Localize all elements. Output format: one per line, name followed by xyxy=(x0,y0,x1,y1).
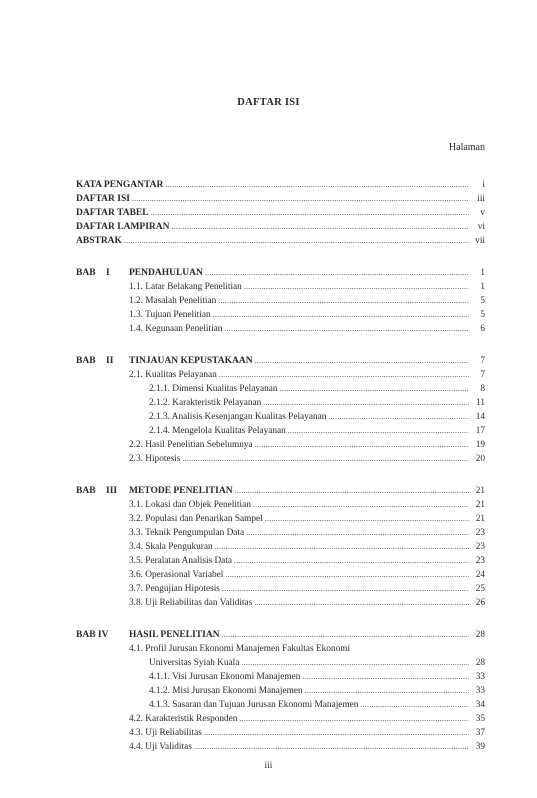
toc-label: 1.3. Tujuan Penelitian xyxy=(129,310,211,320)
leader-dots xyxy=(132,192,469,206)
toc-label: DAFTAR TABEL xyxy=(76,208,149,218)
toc-row xyxy=(76,280,485,294)
toc-label: 2.1.1. Dimensi Kualitas Pelayanan xyxy=(149,384,278,394)
toc-page: 7 xyxy=(480,370,485,380)
toc-label: ABSTRAK xyxy=(76,236,122,246)
leader-dots xyxy=(151,206,469,220)
toc-label: 2.1. Kualitas Pelayanan xyxy=(129,370,217,380)
toc-page: vii xyxy=(475,236,485,246)
toc-label: KATA PENGANTAR xyxy=(76,180,164,190)
toc-label: 4.1.2. Misi Jurusan Ekonomi Manajemen xyxy=(149,686,303,696)
toc-row-daftar-tabel xyxy=(76,206,485,220)
leader-dots xyxy=(172,220,470,234)
toc-label: 4.3. Uji Reliabilitas xyxy=(129,728,202,738)
toc-label: 1.1. Latar Belakang Penelitian xyxy=(129,282,242,292)
toc-row xyxy=(76,424,485,438)
toc-row xyxy=(76,396,485,410)
leader-dots xyxy=(255,354,469,368)
toc-page: 20 xyxy=(475,454,485,464)
toc-page: 21 xyxy=(475,486,485,496)
toc-page: 23 xyxy=(475,528,485,538)
chapter-heading-4 xyxy=(76,628,485,642)
toc-page: iii xyxy=(477,194,485,204)
toc-label: 3.7. Pengujian Hipotesis xyxy=(129,584,220,594)
leader-dots xyxy=(246,526,469,540)
toc-label: 3.4. Skala Pengukuran xyxy=(129,542,213,552)
toc-row xyxy=(76,568,485,582)
leader-dots xyxy=(235,484,469,498)
toc-row xyxy=(76,596,485,610)
toc-label: 2.3. Hipotesis xyxy=(129,454,181,464)
toc-page: 28 xyxy=(475,630,485,640)
toc-label: DAFTAR LAMPIRAN xyxy=(76,222,170,232)
chapter-heading-3 xyxy=(76,484,485,498)
toc-row xyxy=(76,554,485,568)
toc-page: 14 xyxy=(475,412,485,422)
leader-dots xyxy=(205,266,469,280)
toc-row-kata-pengantar xyxy=(76,178,485,192)
toc-label: 2.1.4. Mengelola Kualitas Pelayanan xyxy=(149,426,286,436)
chapter-title: HASIL PENELITIAN xyxy=(129,630,220,640)
leader-dots xyxy=(213,308,469,322)
toc-label: 3.8. Uji Reliabilitas dan Validitas xyxy=(129,598,253,608)
chapter-number: BAB III xyxy=(76,486,118,496)
toc-label: 1.4. Kegunaan Penelitian xyxy=(129,324,223,334)
leader-dots xyxy=(254,596,469,610)
page-column-label: Halaman xyxy=(448,142,485,153)
toc-page: 11 xyxy=(476,398,485,408)
leader-dots xyxy=(165,178,469,192)
toc-page: v xyxy=(480,208,485,218)
leader-dots xyxy=(215,540,469,554)
toc-row xyxy=(76,540,485,554)
toc-page: 37 xyxy=(475,728,485,738)
leader-dots xyxy=(288,424,469,438)
toc-page: 19 xyxy=(475,440,485,450)
leader-dots xyxy=(265,512,469,526)
toc-label: DAFTAR ISI xyxy=(76,194,130,204)
toc-row xyxy=(76,382,485,396)
chapter-number: BAB II xyxy=(76,356,114,366)
toc-label: 4.1. Profil Jurusan Ekonomi Manajemen Fakultas Ekonomi xyxy=(129,644,351,654)
toc-row xyxy=(76,740,485,754)
toc-label: 3.6. Operasional Variabel xyxy=(129,570,224,580)
leader-dots xyxy=(182,452,469,466)
toc-label: 4.1.1. Visi Jurusan Ekonomi Manajemen xyxy=(149,672,301,682)
leader-dots xyxy=(239,712,469,726)
toc-label: 4.4. Uji Validitas xyxy=(129,742,192,752)
toc-label: 3.2. Populasi dan Penarikan Sampel xyxy=(129,514,263,524)
leader-dots xyxy=(253,498,469,512)
toc-label: 3.1. Lokasi dan Objek Penelitian xyxy=(129,500,251,510)
toc-row xyxy=(76,670,485,684)
toc-row xyxy=(76,452,485,466)
toc-page: 5 xyxy=(480,310,485,320)
leader-dots xyxy=(194,740,469,754)
toc-row xyxy=(76,712,485,726)
toc-page: i xyxy=(482,180,485,190)
toc-row-daftar-isi xyxy=(76,192,485,206)
toc-page: 8 xyxy=(480,384,485,394)
toc-page: 1 xyxy=(480,282,485,292)
toc-label: 1.2. Masalah Penelitian xyxy=(129,296,217,306)
leader-dots xyxy=(302,670,469,684)
chapter-number: BAB IV xyxy=(76,630,109,640)
toc-page: 24 xyxy=(475,570,485,580)
toc-page: 35 xyxy=(475,714,485,724)
toc-row xyxy=(76,684,485,698)
leader-dots xyxy=(124,234,469,248)
toc-row xyxy=(76,438,485,452)
toc-label: 4.2. Karakteristik Responden xyxy=(129,714,238,724)
leader-dots xyxy=(222,628,469,642)
toc-page: 23 xyxy=(475,542,485,552)
toc-page: 23 xyxy=(475,556,485,566)
toc-row xyxy=(76,322,485,336)
toc-page: 17 xyxy=(475,426,485,436)
toc-row xyxy=(76,410,485,424)
toc-row xyxy=(76,308,485,322)
toc-row xyxy=(76,498,485,512)
toc-page: 33 xyxy=(475,686,485,696)
leader-dots xyxy=(218,294,469,308)
toc-page: vi xyxy=(477,222,485,232)
toc-row xyxy=(76,726,485,740)
leader-dots xyxy=(263,396,469,410)
toc-row xyxy=(76,526,485,540)
leader-dots xyxy=(280,382,469,396)
leader-dots xyxy=(204,726,469,740)
chapter-heading-1 xyxy=(76,266,485,280)
leader-dots xyxy=(255,438,469,452)
leader-dots xyxy=(224,322,469,336)
leader-dots xyxy=(241,656,469,670)
chapter-title: METODE PENELITIAN xyxy=(129,486,233,496)
leader-dots xyxy=(234,554,469,568)
toc-page: 25 xyxy=(475,584,485,594)
toc-label: 3.3. Teknik Pengumpulan Data xyxy=(129,528,245,538)
toc-label: 2.1.2. Karakteristik Pelayanan xyxy=(149,398,262,408)
toc-label: 4.1.3. Sasaran dan Tujuan Jurusan Ekonomi Manajemen xyxy=(149,700,359,710)
chapter-title: PENDAHULUAN xyxy=(129,268,203,278)
leader-dots xyxy=(305,684,469,698)
table-of-contents xyxy=(76,178,485,754)
toc-row xyxy=(76,582,485,596)
page-number: iii xyxy=(264,761,273,771)
leader-dots xyxy=(219,368,469,382)
leader-dots xyxy=(222,582,469,596)
toc-page: 6 xyxy=(480,324,485,334)
toc-row xyxy=(76,698,485,712)
leader-dots xyxy=(244,280,469,294)
leader-dots xyxy=(328,410,469,424)
toc-page: 39 xyxy=(475,742,485,752)
toc-row xyxy=(76,656,485,670)
toc-row xyxy=(76,512,485,526)
toc-page: 7 xyxy=(480,356,485,366)
toc-page: 34 xyxy=(475,700,485,710)
toc-page: 5 xyxy=(480,296,485,306)
toc-page: 33 xyxy=(475,672,485,682)
toc-label: 3.5. Peralatan Analisis Data xyxy=(129,556,233,566)
toc-row xyxy=(76,642,485,656)
toc-row-abstrak xyxy=(76,234,485,248)
toc-label: 2.2. Hasil Penelitian Sebelumnya xyxy=(129,440,253,450)
toc-page: 28 xyxy=(475,658,485,668)
leader-dots xyxy=(225,568,469,582)
leader-dots xyxy=(360,698,469,712)
page-title: DAFTAR ISI xyxy=(237,97,300,108)
toc-page: 21 xyxy=(475,500,485,510)
chapter-heading-2 xyxy=(76,354,485,368)
chapter-title: TINJAUAN KEPUSTAKAAN xyxy=(129,356,253,366)
toc-page: 21 xyxy=(475,514,485,524)
toc-label: Universitas Syiah Kuala xyxy=(149,658,240,668)
chapter-number: BAB I xyxy=(76,268,110,278)
toc-label: 2.1.3. Analisis Kesenjangan Kualitas Pelayanan xyxy=(149,412,327,422)
toc-row xyxy=(76,294,485,308)
toc-page: 26 xyxy=(475,598,485,608)
toc-row-daftar-lampiran xyxy=(76,220,485,234)
toc-page: 1 xyxy=(480,268,485,278)
toc-row xyxy=(76,368,485,382)
